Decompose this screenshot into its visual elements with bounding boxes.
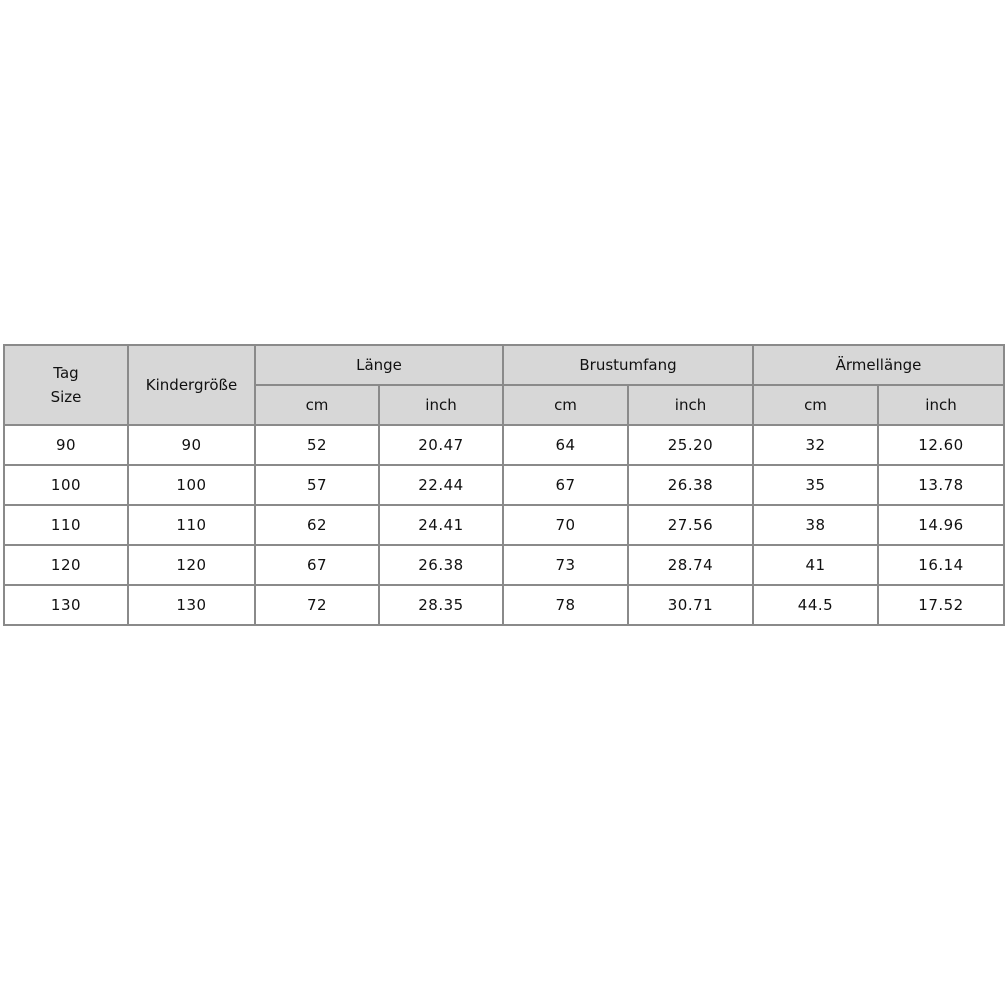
cell-aermel-inch: 14.96 bbox=[878, 505, 1004, 545]
table-row bbox=[4, 465, 1004, 505]
cell-aermel-cm: 32 bbox=[753, 425, 878, 465]
cell-aermel-inch: 12.60 bbox=[878, 425, 1004, 465]
size-chart-table bbox=[3, 344, 1005, 626]
cell-laenge-inch: 24.41 bbox=[379, 505, 503, 545]
cell-laenge-inch: 26.38 bbox=[379, 545, 503, 585]
header-tag-size-line2: Size bbox=[50, 388, 82, 406]
header-unit-laenge-cm: cm bbox=[255, 385, 379, 425]
header-kindergroesse: Kindergröße bbox=[128, 345, 255, 425]
cell-kindergroesse: 130 bbox=[128, 585, 255, 625]
cell-laenge-cm: 67 bbox=[255, 545, 379, 585]
cell-laenge-inch: 22.44 bbox=[379, 465, 503, 505]
cell-laenge-cm: 52 bbox=[255, 425, 379, 465]
header-unit-brust-inch: inch bbox=[628, 385, 753, 425]
header-unit-aermel-cm: cm bbox=[753, 385, 878, 425]
header-brustumfang: Brustumfang bbox=[503, 345, 753, 385]
cell-aermel-inch: 17.52 bbox=[878, 585, 1004, 625]
cell-tag-size: 120 bbox=[4, 545, 128, 585]
table-body bbox=[4, 425, 1004, 625]
cell-brust-inch: 28.74 bbox=[628, 545, 753, 585]
table-row bbox=[4, 545, 1004, 585]
header-unit-laenge-inch: inch bbox=[379, 385, 503, 425]
cell-brust-cm: 73 bbox=[503, 545, 628, 585]
table-row bbox=[4, 425, 1004, 465]
cell-tag-size: 100 bbox=[4, 465, 128, 505]
cell-brust-inch: 27.56 bbox=[628, 505, 753, 545]
cell-laenge-cm: 62 bbox=[255, 505, 379, 545]
cell-laenge-inch: 28.35 bbox=[379, 585, 503, 625]
table-row bbox=[4, 505, 1004, 545]
header-laenge: Länge bbox=[255, 345, 503, 385]
cell-tag-size: 130 bbox=[4, 585, 128, 625]
cell-laenge-cm: 72 bbox=[255, 585, 379, 625]
cell-aermel-cm: 44.5 bbox=[753, 585, 878, 625]
cell-tag-size: 110 bbox=[4, 505, 128, 545]
table-header bbox=[4, 345, 1004, 425]
table-row bbox=[4, 585, 1004, 625]
header-row-main bbox=[4, 345, 1004, 385]
cell-aermel-cm: 41 bbox=[753, 545, 878, 585]
cell-brust-cm: 70 bbox=[503, 505, 628, 545]
cell-tag-size: 90 bbox=[4, 425, 128, 465]
header-unit-brust-cm: cm bbox=[503, 385, 628, 425]
cell-aermel-cm: 38 bbox=[753, 505, 878, 545]
cell-kindergroesse: 90 bbox=[128, 425, 255, 465]
cell-kindergroesse: 110 bbox=[128, 505, 255, 545]
cell-laenge-inch: 20.47 bbox=[379, 425, 503, 465]
header-aermellaenge: Ärmellänge bbox=[753, 345, 1004, 385]
header-unit-aermel-inch: inch bbox=[878, 385, 1004, 425]
cell-aermel-cm: 35 bbox=[753, 465, 878, 505]
cell-brust-inch: 30.71 bbox=[628, 585, 753, 625]
cell-aermel-inch: 16.14 bbox=[878, 545, 1004, 585]
cell-brust-inch: 26.38 bbox=[628, 465, 753, 505]
header-tag-size-line1: Tag bbox=[53, 364, 79, 382]
cell-brust-cm: 67 bbox=[503, 465, 628, 505]
cell-aermel-inch: 13.78 bbox=[878, 465, 1004, 505]
cell-kindergroesse: 100 bbox=[128, 465, 255, 505]
cell-laenge-cm: 57 bbox=[255, 465, 379, 505]
cell-brust-cm: 64 bbox=[503, 425, 628, 465]
header-tag-size bbox=[4, 345, 128, 425]
cell-brust-cm: 78 bbox=[503, 585, 628, 625]
cell-kindergroesse: 120 bbox=[128, 545, 255, 585]
cell-brust-inch: 25.20 bbox=[628, 425, 753, 465]
